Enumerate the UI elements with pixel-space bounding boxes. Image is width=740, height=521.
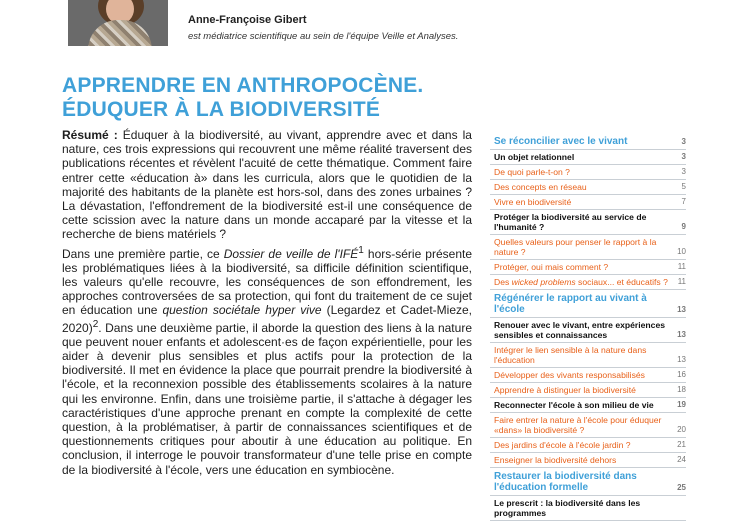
- toc-item[interactable]: [490, 453, 686, 468]
- footnote-ref-1[interactable]: 1: [358, 244, 364, 256]
- toc-item[interactable]: [490, 275, 686, 290]
- toc-item-label: Vivre en biodiversité: [494, 197, 572, 207]
- toc-page-number: 7: [681, 197, 686, 206]
- toc-item[interactable]: [490, 413, 686, 438]
- toc-item[interactable]: [490, 398, 686, 413]
- toc-page-number: 25: [677, 483, 686, 492]
- toc-item-label-prefix: Des: [494, 277, 512, 287]
- toc-page-number: 13: [677, 330, 686, 339]
- abstract-paragraph-2: [62, 244, 472, 477]
- abstract-text-2b: hors-série présente les problématiques liées à la biodiversité, sa difficile définition scientifique, les valeurs qu'elle recouvre, les conséquences de son effondrement, les approches controversées de sa protection, qui font du traitement de ce sujet en éducation une: [62, 246, 473, 318]
- toc-page-number: 19: [677, 400, 686, 409]
- toc-item[interactable]: [490, 150, 686, 165]
- toc-page-number: 13: [677, 305, 686, 314]
- toc-item-label: De quoi parle-t-on ?: [494, 167, 570, 177]
- toc-page-number: 13: [677, 355, 686, 364]
- toc-item-label: Se réconcilier avec le vivant: [494, 136, 628, 147]
- dossier-title: Dossier de veille de l'IFÉ: [223, 246, 359, 261]
- toc-item-label-italic: wicked problems: [511, 277, 576, 287]
- toc-page-number: 21: [677, 440, 686, 449]
- toc-item[interactable]: [490, 496, 686, 521]
- toc-item[interactable]: [490, 195, 686, 210]
- abstract-text-1: Éduquer à la biodiversité, au vivant, apprendre avec et dans la nature, ces trois expressions qui recouvrent une même réalité traversent des publications récentes et révèlent l'acuité de cette thématique. Comment faire entrer cette «éducation à» dans les curricula, alors que le quotidien de la majorité des habitants de la planète est hors-sol, dans des zones urbaines ? La dévastation, l'effondrement de la biodiversité est-il une conséquence de cette scission avec la nature dans un monde accaparé par la vitesse et la recherche de biens matériels ?: [62, 128, 472, 242]
- toc-item-label: Renouer avec le vivant, entre expériences sensibles et connaissances: [494, 320, 666, 340]
- toc-page-number: 20: [677, 425, 686, 434]
- toc-item[interactable]: [490, 180, 686, 195]
- photo-scarf: [88, 20, 152, 46]
- abstract-citation: (Legardez et Cadet-Mieze, 2020): [62, 303, 473, 335]
- toc-page-number: 16: [677, 370, 686, 379]
- abstract-column: [62, 128, 472, 479]
- toc-item[interactable]: [490, 368, 686, 383]
- toc-item-label: Reconnecter l'école à son milieu de vie: [494, 400, 654, 410]
- abstract-paragraph-1: [62, 128, 472, 242]
- toc-page-number: 9: [681, 222, 686, 231]
- toc-item-label: Protéger, oui mais comment ?: [494, 262, 609, 272]
- toc-item-label: Apprendre à distinguer la biodiversité: [494, 385, 636, 395]
- toc-item-label: Le prescrit : la biodiversité dans les programmes: [494, 498, 641, 518]
- toc-page-number: 3: [681, 152, 686, 161]
- toc-page-number: 5: [681, 182, 686, 191]
- toc-page-number: 10: [677, 247, 686, 256]
- toc-page-number: 3: [681, 137, 686, 146]
- toc-item-label: Régénérer le rapport au vivant à l'école: [494, 293, 647, 315]
- toc-item[interactable]: [490, 260, 686, 275]
- toc-page-number: 11: [677, 277, 686, 286]
- page-title: [62, 74, 423, 122]
- toc-item-label: Développer des vivants responsabilisés: [494, 370, 645, 380]
- toc-item-label-suffix: sociaux... et éducatifs ?: [575, 277, 668, 287]
- author-name: Anne-Françoise Gibert: [188, 14, 307, 26]
- abstract-text-2a: Dans une première partie, ce: [62, 246, 224, 261]
- toc-item-label: Faire entrer la nature à l'école pour éduquer «dans» la biodiversité ?: [494, 415, 662, 435]
- toc-item-label: Des jardins d'école à l'école jardin ?: [494, 440, 631, 450]
- toc-page-number: 3: [681, 167, 686, 176]
- footnote-ref-2[interactable]: 2: [92, 318, 99, 330]
- abstract-text-2d: . Dans une deuxième partie, il aborde la question des liens à la nature que peuvent nouer enfants et adolescent·es de façon expérientielle, pour les aider à devenir plus sensibles et plus actifs pour la protection de la biodiversité. Il met en évidence la place que pourrait prendre la biodiversité à l'école, et la reconnexion possible des établissements scolaires à la nature qui les environne. Enfin, dans une troisième partie, il s'attache à dégager les caractéristiques d'une approche prenant en compte la complexité de cette question, à la problématiser, à partir de connaissances scientifiques et de questionnements critiques pour aboutir à une éducation au politique. En conclusion, il interroge le pouvoir transformateur d'une telle prise en compte de la biodiversité à l'école, vers une éducation en symbiocène.: [62, 320, 472, 477]
- toc-item-label: Quelles valeurs pour penser le rapport à la nature ?: [494, 237, 657, 257]
- author-description: est médiatrice scientifique au sein de l'équipe Veille et Analyses.: [188, 31, 459, 42]
- toc-page-number: 24: [677, 455, 686, 464]
- title-line-2: ÉDUQUER À LA BIODIVERSITÉ: [62, 98, 381, 121]
- toc-page-number: 11: [677, 262, 686, 271]
- toc-item-label: Restaurer la biodiversité dans l'éducation formelle: [494, 471, 637, 493]
- toc-item[interactable]: [490, 438, 686, 453]
- toc-item-label: Intégrer le lien sensible à la nature dans l'éducation: [494, 345, 647, 365]
- toc-item[interactable]: [490, 133, 686, 150]
- toc-item-label: Enseigner la biodiversité dehors: [494, 455, 617, 465]
- toc-item[interactable]: [490, 210, 686, 235]
- toc-item[interactable]: [490, 318, 686, 343]
- toc-item[interactable]: [490, 235, 686, 260]
- toc-item[interactable]: [490, 343, 686, 368]
- table-of-contents: [490, 133, 686, 521]
- toc-item-label: Des concepts en réseau: [494, 182, 587, 192]
- author-photo: [68, 0, 168, 46]
- toc-page-number: 18: [677, 385, 686, 394]
- toc-item-label: Protéger la biodiversité au service de l'humanité ?: [494, 212, 647, 232]
- toc-item-label: Un objet relationnel: [494, 152, 575, 162]
- toc-item[interactable]: [490, 165, 686, 180]
- toc-item-label: [494, 277, 670, 287]
- toc-item[interactable]: [490, 468, 686, 496]
- toc-item[interactable]: [490, 383, 686, 398]
- abstract-italic-phrase: question sociétale hyper vive: [162, 303, 322, 318]
- abstract-label: Résumé :: [62, 128, 118, 142]
- title-line-1: APPRENDRE EN ANTHROPOCÈNE.: [62, 74, 424, 97]
- toc-item[interactable]: [490, 290, 686, 318]
